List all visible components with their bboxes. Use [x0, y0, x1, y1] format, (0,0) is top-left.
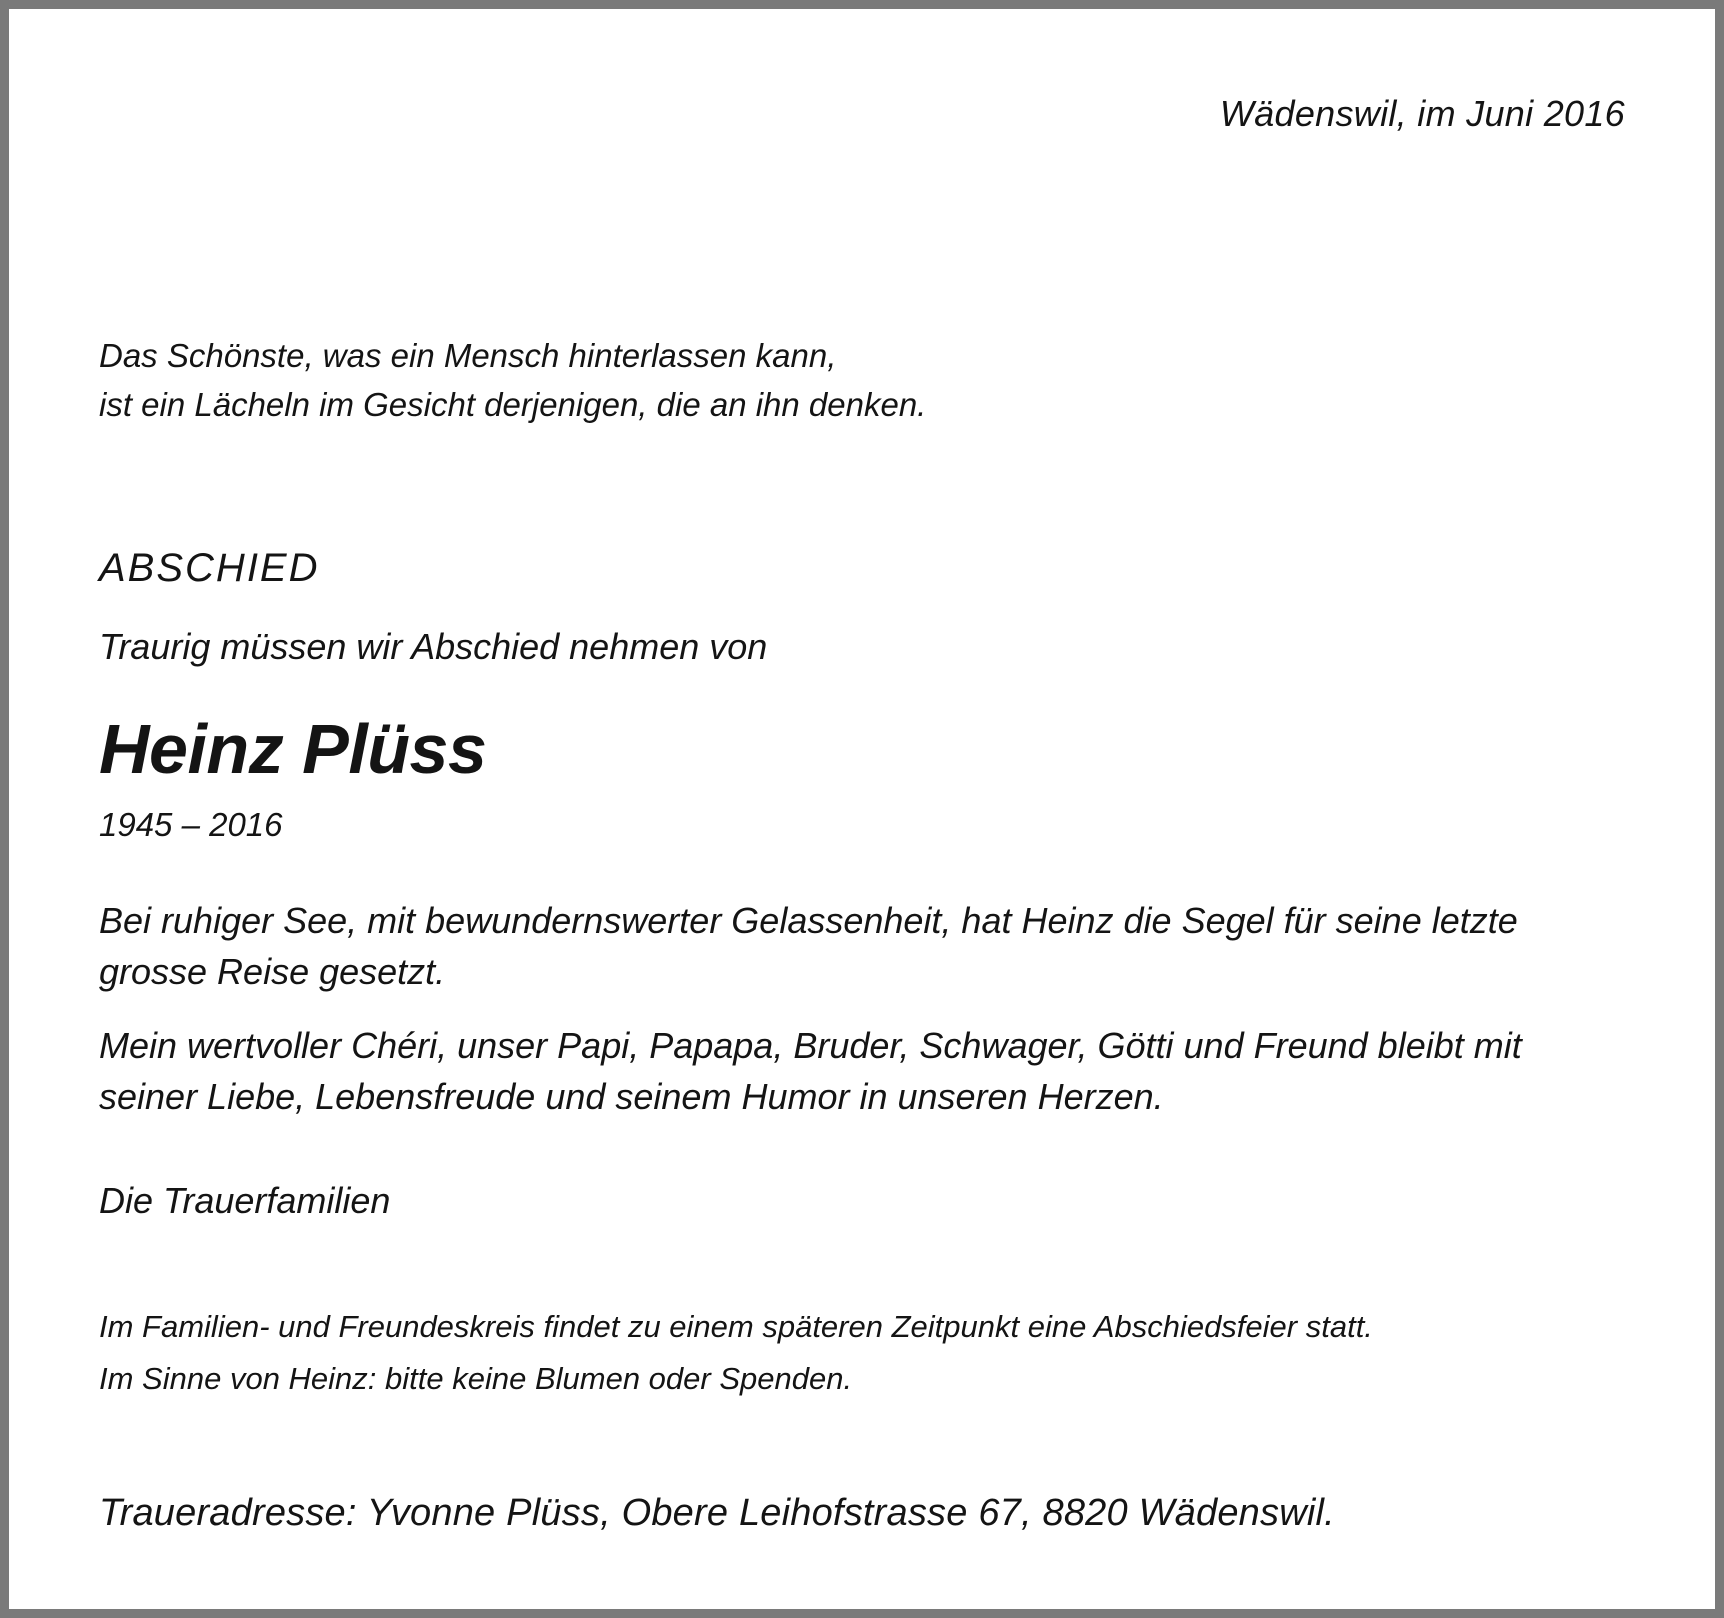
- note-line: Im Familien- und Freundeskreis findet zu einem späteren Zeitpunkt eine Abschiedsfeier statt.: [99, 1309, 1373, 1344]
- intro-text: Traurig müssen wir Abschied nehmen von: [99, 626, 768, 667]
- family-signature: Die Trauerfamilien: [99, 1180, 391, 1221]
- note-line: Im Sinne von Heinz: bitte keine Blumen oder Spenden.: [99, 1361, 853, 1396]
- ceremony-notes: [99, 1301, 1373, 1405]
- motto-line: ist ein Lächeln im Gesicht derjenigen, die an ihn denken.: [99, 386, 927, 423]
- paragraph-farewell: [99, 895, 1518, 997]
- paragraph-remembrance: [99, 1020, 1522, 1122]
- deceased-name: Heinz Plüss: [99, 710, 487, 788]
- life-years: 1945 – 2016: [99, 806, 283, 843]
- motto-quote: [99, 331, 926, 429]
- motto-line: Das Schönste, was ein Mensch hinterlassen kann,: [99, 337, 837, 374]
- paragraph-line: grosse Reise gesetzt.: [99, 951, 446, 992]
- mourning-address: Traueradresse: Yvonne Plüss, Obere Leihofstrasse 67, 8820 Wädenswil.: [99, 1492, 1335, 1534]
- paragraph-line: Mein wertvoller Chéri, unser Papi, Papapa, Bruder, Schwager, Götti und Freund bleibt mit: [99, 1025, 1522, 1066]
- place-date: Wädenswil, im Juni 2016: [1219, 93, 1625, 134]
- paragraph-line: seiner Liebe, Lebensfreude und seinem Humor in unseren Herzen.: [99, 1076, 1164, 1117]
- paragraph-line: Bei ruhiger See, mit bewundernswerter Gelassenheit, hat Heinz die Segel für seine letzte: [99, 900, 1518, 941]
- notice-heading: ABSCHIED: [99, 546, 320, 590]
